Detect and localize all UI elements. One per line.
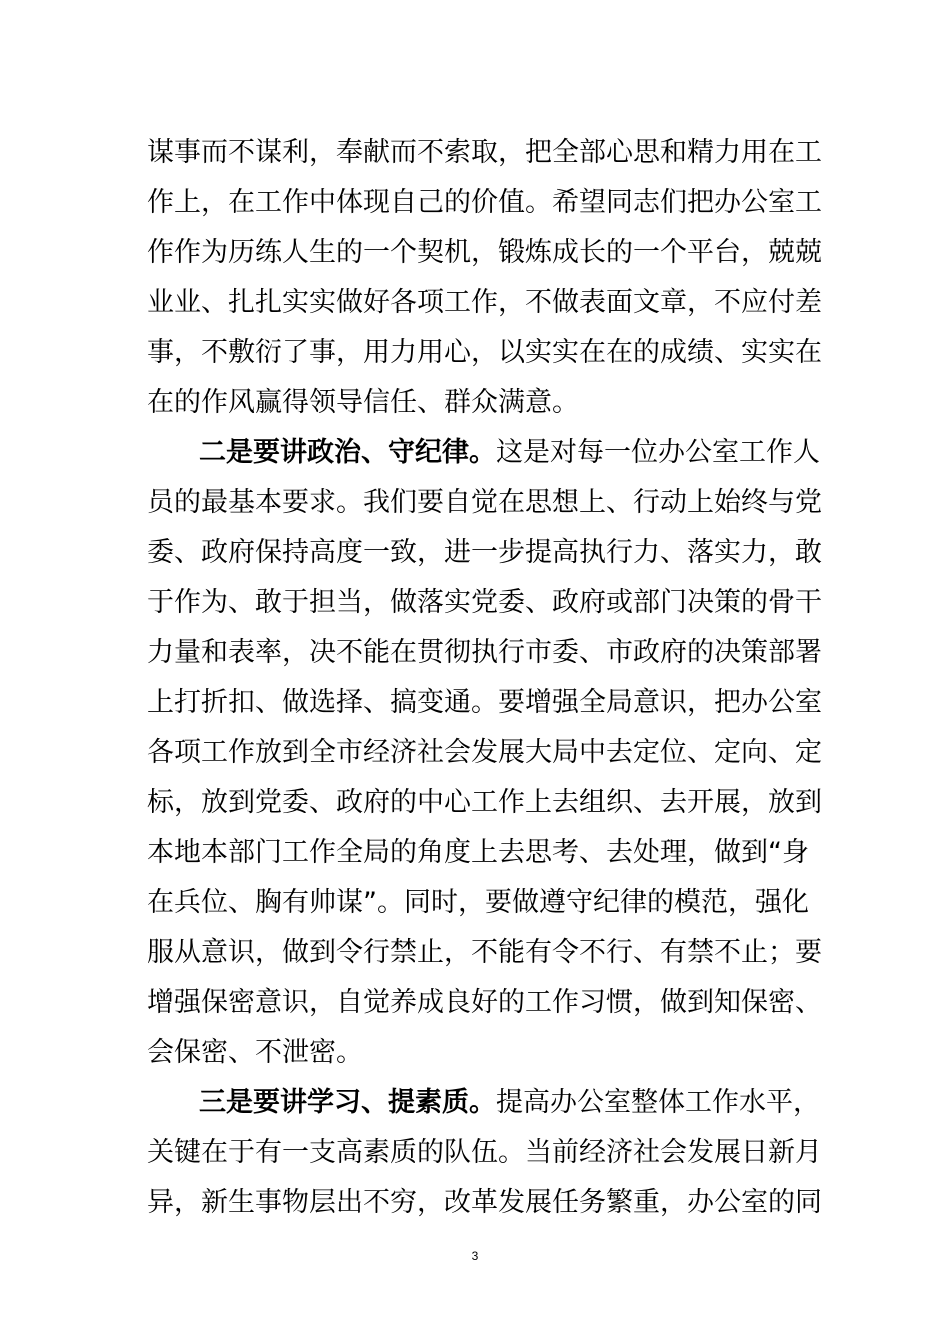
paragraph-2-line-13: 会保密、不泄密。	[147, 1037, 363, 1068]
paragraph-2-line-7: 各项工作放到全市经济社会发展大局中去定位、定向、定	[147, 737, 822, 768]
paragraph-2-line-5: 力量和表率，决不能在贯彻执行市委、市政府的决策部署	[147, 637, 822, 668]
paragraph-2-line-12: 增强保密意识，自觉养成良好的工作习惯，做到知保密、	[147, 987, 822, 1018]
paragraph-1-line-4: 业业、扎扎实实做好各项工作，不做表面文章，不应付差	[147, 287, 822, 318]
paragraph-1-line-5: 事，不敷衍了事，用力用心，以实实在在的成绩、实实在	[147, 337, 822, 368]
paragraph-1-line-6: 在的作风赢得领导信任、群众满意。	[147, 387, 579, 418]
paragraph-1-line-2: 作上，在工作中体现自己的价值。希望同志们把办公室工	[147, 187, 822, 218]
paragraph-2-line-3: 委、政府保持高度一致，进一步提高执行力、落实力，敢	[147, 537, 822, 568]
paragraph-2-line-11: 服从意识，做到令行禁止，不能有令不行、有禁不止；要	[147, 937, 822, 968]
paragraph-3-line-2: 关键在于有一支高素质的队伍。当前经济社会发展日新月	[147, 1137, 822, 1168]
paragraph-2-heading: 二是要讲政治、守纪律。	[199, 437, 496, 468]
paragraph-3-heading: 三是要讲学习、提素质。	[199, 1087, 496, 1118]
paragraph-2-line-1-text: 这是对每一位办公室工作人	[496, 437, 820, 468]
paragraph-2-line-1	[199, 428, 820, 478]
paragraph-1-line-1: 谋事而不谋利，奉献而不索取，把全部心思和精力用在工	[147, 137, 822, 168]
paragraph-2-line-9: 本地本部门工作全局的角度上去思考、去处理，做到“身	[147, 837, 809, 868]
paragraph-2-line-6: 上打折扣、做选择、搞变通。要增强全局意识，把办公室	[147, 687, 822, 718]
paragraph-2-line-8: 标，放到党委、政府的中心工作上去组织、去开展，放到	[147, 787, 822, 818]
paragraph-3-line-1	[199, 1078, 820, 1128]
paragraph-2-line-10: 在兵位、胸有帅谋”。同时，要做遵守纪律的模范，强化	[147, 887, 809, 918]
paragraph-1-line-3: 作作为历练人生的一个契机，锻炼成长的一个平台，兢兢	[147, 237, 822, 268]
page-number: 3	[471, 1249, 479, 1263]
paragraph-3-line-1-text: 提高办公室整体工作水平，	[496, 1087, 820, 1118]
paragraph-2-line-4: 于作为、敢于担当，做落实党委、政府或部门决策的骨干	[147, 587, 822, 618]
paragraph-2-line-2: 员的最基本要求。我们要自觉在思想上、行动上始终与党	[147, 487, 822, 518]
paragraph-3-line-3: 异，新生事物层出不穷，改革发展任务繁重，办公室的同	[147, 1187, 822, 1218]
